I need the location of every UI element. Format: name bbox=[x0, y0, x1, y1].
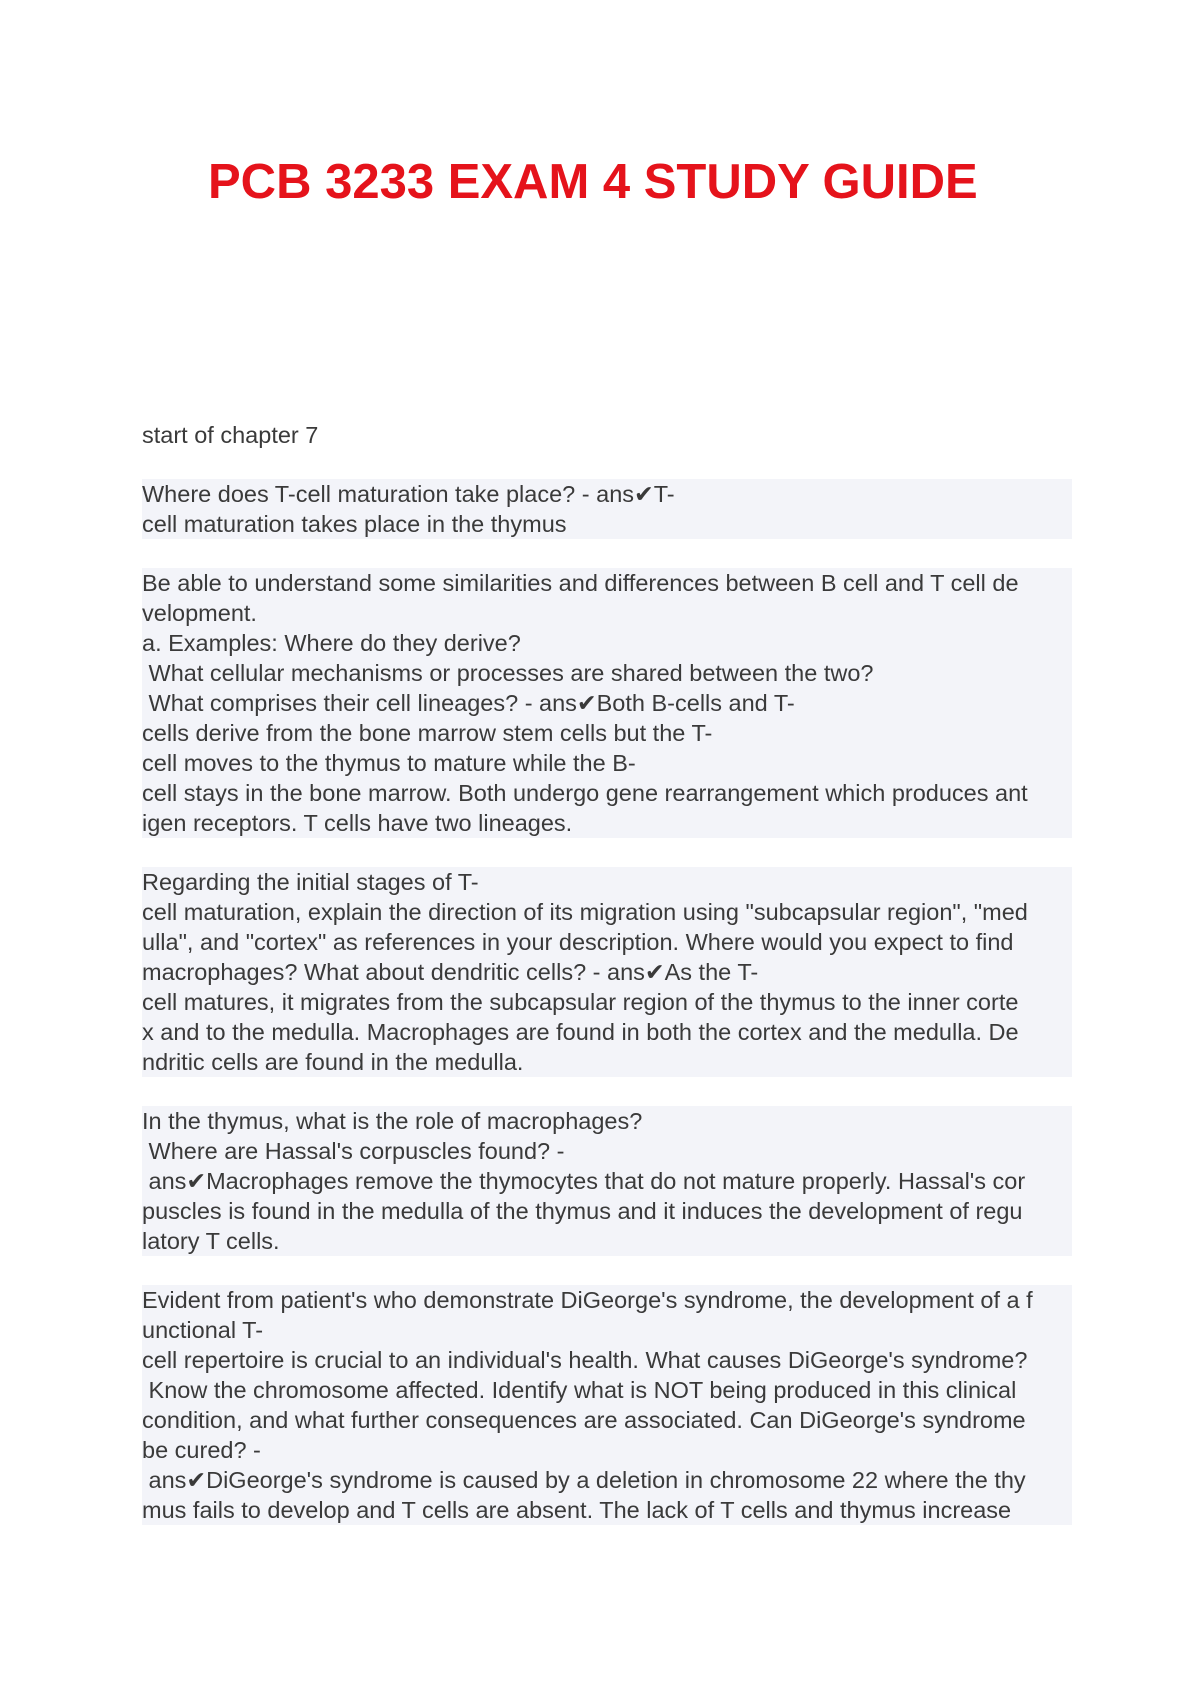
text-line: velopment. bbox=[142, 598, 1072, 628]
text-line: Evident from patient's who demonstrate DiGeorge's syndrome, the development of a f bbox=[142, 1285, 1072, 1315]
text-line: What cellular mechanisms or processes are shared between the two? bbox=[142, 658, 1072, 688]
text-line: macrophages? What about dendritic cells? - ans✔As the T- bbox=[142, 957, 1072, 987]
text-line: cell repertoire is crucial to an individual's health. What causes DiGeorge's syndrome? bbox=[142, 1345, 1072, 1375]
text-line: Regarding the initial stages of T- bbox=[142, 867, 1072, 897]
text-line: start of chapter 7 bbox=[142, 422, 319, 448]
paragraph bbox=[142, 420, 1072, 450]
paragraph bbox=[142, 1285, 1072, 1525]
document-body bbox=[142, 420, 1072, 1525]
text-line: What comprises their cell lineages? - ans✔Both B-cells and T- bbox=[142, 688, 1072, 718]
text-line: cell maturation, explain the direction of its migration using "subcapsular region", "med bbox=[142, 897, 1072, 927]
text-line: unctional T- bbox=[142, 1315, 1072, 1345]
text-line: ans✔DiGeorge's syndrome is caused by a deletion in chromosome 22 where the thy bbox=[142, 1465, 1072, 1495]
text-line: mus fails to develop and T cells are absent. The lack of T cells and thymus increase bbox=[142, 1495, 1072, 1525]
text-line: ans✔Macrophages remove the thymocytes that do not mature properly. Hassal's cor bbox=[142, 1166, 1072, 1196]
paragraph bbox=[142, 867, 1072, 1077]
text-line: cells derive from the bone marrow stem cells but the T- bbox=[142, 718, 1072, 748]
paragraph bbox=[142, 1106, 1072, 1256]
text-line: Know the chromosome affected. Identify what is NOT being produced in this clinical bbox=[142, 1375, 1072, 1405]
text-line: ndritic cells are found in the medulla. bbox=[142, 1047, 1072, 1077]
text-line: cell moves to the thymus to mature while the B- bbox=[142, 748, 1072, 778]
text-line: a. Examples: Where do they derive? bbox=[142, 628, 1072, 658]
text-line: be cured? - bbox=[142, 1435, 1072, 1465]
text-line: In the thymus, what is the role of macrophages? bbox=[142, 1106, 1072, 1136]
text-line: igen receptors. T cells have two lineages. bbox=[142, 808, 1072, 838]
text-line: cell stays in the bone marrow. Both undergo gene rearrangement which produces ant bbox=[142, 778, 1072, 808]
text-line: ulla", and "cortex" as references in your description. Where would you expect to find bbox=[142, 927, 1072, 957]
text-line: x and to the medulla. Macrophages are found in both the cortex and the medulla. De bbox=[142, 1017, 1072, 1047]
text-line: Be able to understand some similarities and differences between B cell and T cell de bbox=[142, 568, 1072, 598]
text-line: Where are Hassal's corpuscles found? - bbox=[142, 1136, 1072, 1166]
text-line: Where does T-cell maturation take place? - ans✔T- bbox=[142, 479, 1072, 509]
paragraph bbox=[142, 479, 1072, 539]
text-line: cell maturation takes place in the thymus bbox=[142, 509, 1072, 539]
text-line: condition, and what further consequences are associated. Can DiGeorge's syndrome bbox=[142, 1405, 1072, 1435]
document-title: PCB 3233 EXAM 4 STUDY GUIDE bbox=[208, 155, 978, 209]
text-line: puscles is found in the medulla of the thymus and it induces the development of regu bbox=[142, 1196, 1072, 1226]
text-line: latory T cells. bbox=[142, 1226, 1072, 1256]
paragraph bbox=[142, 568, 1072, 838]
text-line: cell matures, it migrates from the subcapsular region of the thymus to the inner corte bbox=[142, 987, 1072, 1017]
